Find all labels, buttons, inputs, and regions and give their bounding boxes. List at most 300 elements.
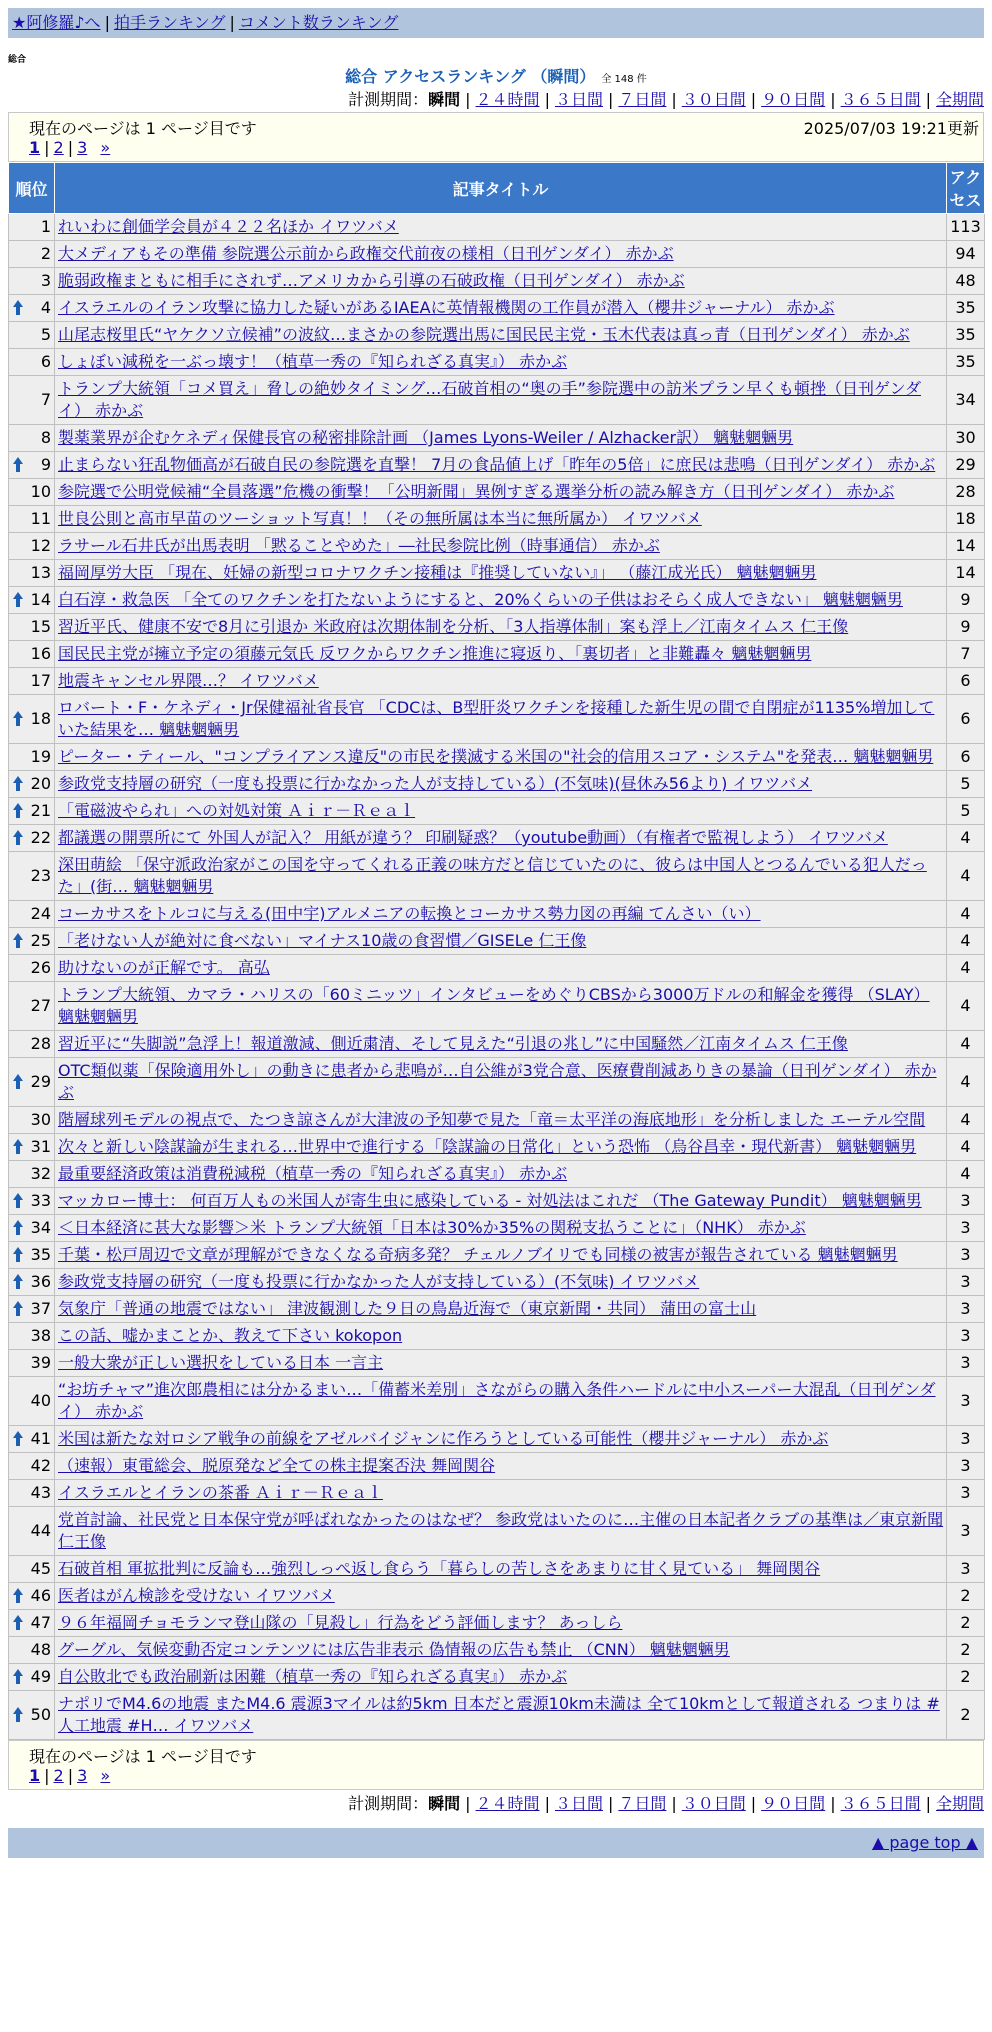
rank-cell — [9, 1664, 55, 1691]
period-link[interactable]: ２４時間 — [475, 90, 540, 109]
rank-cell — [9, 349, 55, 376]
title-cell — [55, 955, 947, 982]
rank-number: 35 — [30, 1245, 51, 1264]
article-link[interactable]: 「電磁波やられ」への対処対策 Ａｉｒ－Ｒｅａｌ — [58, 801, 416, 820]
title-cell — [55, 322, 947, 349]
nav-link-comment-ranking[interactable]: コメント数ランキング — [238, 13, 399, 32]
rank-cell — [9, 1350, 55, 1377]
article-link[interactable]: ラサール石井氏が出馬表明 「黙ることやめた」―社民参院比例（時事通信） 赤かぶ — [58, 536, 660, 555]
title-cell — [55, 295, 947, 322]
page-title: 総合 アクセスランキング （瞬間） — [345, 67, 596, 86]
period-link[interactable]: 全期間 — [935, 1794, 984, 1813]
rank-number: 2 — [40, 244, 51, 263]
article-link[interactable]: 参政党支持層の研究（一度も投票に行かなかった人が支持している）(不気味) イワツバメ — [58, 1272, 700, 1291]
up-arrow-icon — [13, 592, 23, 608]
title-cell — [55, 268, 947, 295]
rank-number: 18 — [30, 709, 51, 728]
rank-number: 8 — [40, 428, 51, 447]
period-link[interactable]: ３日間 — [554, 90, 603, 109]
table-row — [9, 1377, 985, 1426]
article-link[interactable]: 深田萌絵 「保守派政治家がこの国を守ってくれる正義の味方だと信じていたのに、彼らは中国人とつるんでいる犯人だった」(街… 魑魅魍魎男 — [58, 855, 927, 896]
article-link[interactable]: 地震キャンセル界隈…？ イワツバメ — [58, 671, 319, 690]
pager-top — [29, 138, 110, 157]
rank-cell — [9, 1058, 55, 1107]
period-separator: | — [671, 1794, 677, 1813]
footer-bar — [8, 1828, 984, 1858]
table-row — [9, 1242, 985, 1269]
article-link[interactable]: この話、嘘かまことか、教えて下さい kokopon — [58, 1326, 403, 1345]
rank-number: 12 — [30, 536, 51, 555]
rank-number: 46 — [30, 1586, 51, 1605]
article-link[interactable]: 千葉・松戸周辺で文章が理解ができなくなる奇病多発？ チェルノブイリでも同様の被害が報告されている 魑魅魍魎男 — [58, 1245, 898, 1264]
article-link[interactable]: 石破首相 軍拡批判に反論も…強烈しっぺ返し食らう「暮らしの苦しさをあまりに甘く見ている」 舞岡関谷 — [58, 1559, 821, 1578]
table-row — [9, 955, 985, 982]
article-link[interactable]: トランプ大統領、カマラ・ハリスの「60ミニッツ」インタビューをめぐりCBSから3000万ドルの和解金を獲得 （SLAY） 魑魅魍魎男 — [58, 985, 930, 1026]
up-arrow-icon — [13, 1615, 23, 1631]
rank-cell — [9, 1134, 55, 1161]
pager-bottom — [29, 1766, 110, 1785]
article-link[interactable]: 習近平氏、健康不安で8月に引退か 米政府は次期体制を分析、「3人指導体制」案も浮上／江南タイムス 仁王像 — [58, 617, 849, 636]
up-arrow-icon — [13, 457, 23, 473]
title-cell — [55, 1031, 947, 1058]
up-arrow-icon — [13, 1588, 23, 1604]
table-row — [9, 614, 985, 641]
pager-separator: | — [44, 1766, 50, 1785]
period-label: 計測期間： — [348, 1794, 429, 1813]
nav-link-applause-ranking[interactable]: 拍手ランキング — [113, 13, 226, 32]
article-link[interactable]: 自公敗北でも政治刷新は困難（植草一秀の『知られざる真実』） 赤かぶ — [58, 1667, 568, 1686]
access-count: 3 — [947, 1453, 985, 1480]
total-count: 全 148 件 — [601, 74, 647, 85]
rank-cell — [9, 614, 55, 641]
ranking-table — [8, 162, 985, 1740]
period-link[interactable]: ３日間 — [554, 1794, 603, 1813]
period-separator: | — [925, 90, 931, 109]
header-rank: 順位 — [9, 163, 55, 214]
access-count: 6 — [947, 744, 985, 771]
rank-number: 31 — [30, 1137, 51, 1156]
title-cell — [55, 668, 947, 695]
article-link[interactable]: 階層球列モデルの視点で、たつき諒さんが大津波の予知夢で見た「竜＝太平洋の海底地形」を分析しました エーテル空間 — [58, 1110, 926, 1129]
rank-number: 37 — [30, 1299, 51, 1318]
article-link[interactable]: 脆弱政権まともに相手にされず…アメリカから引導の石破政権（日刊ゲンダイ） 赤かぶ — [58, 271, 685, 290]
article-link[interactable]: ９６年福岡チョモランマ登山隊の「見殺し」行為をどう評価します？ あっしら — [58, 1613, 623, 1632]
rank-cell — [9, 322, 55, 349]
access-count: 35 — [947, 349, 985, 376]
title-cell — [55, 1188, 947, 1215]
period-separator: | — [544, 1794, 550, 1813]
title-cell — [55, 425, 947, 452]
period-link[interactable]: ３６５日間 — [840, 1794, 921, 1813]
article-link[interactable]: OTC類似薬「保険適用外し」の動きに患者から悲鳴が…自公維が3党合意、医療費削減ありきの暴論（日刊ゲンダイ） 赤かぶ — [58, 1061, 937, 1102]
title-cell — [55, 1377, 947, 1426]
access-count: 9 — [947, 614, 985, 641]
table-row — [9, 744, 985, 771]
access-count: 35 — [947, 295, 985, 322]
rank-number: 28 — [30, 1034, 51, 1053]
article-link[interactable]: 大メディアもその準備 参院選公示前から政権交代前夜の様相（日刊ゲンダイ） 赤かぶ — [58, 244, 674, 263]
table-row — [9, 1323, 985, 1350]
pager-page-link[interactable]: 2 — [53, 1766, 64, 1785]
table-row — [9, 241, 985, 268]
table-row — [9, 295, 985, 322]
period-link[interactable]: 全期間 — [935, 90, 984, 109]
rank-cell — [9, 1691, 55, 1740]
rank-number: 39 — [30, 1353, 51, 1372]
pager-spacer — [91, 1766, 96, 1785]
article-link[interactable]: コーカサスをトルコに与える(田中宇)アルメニアの転換とコーカサス勢力図の再編 てんさい（い） — [58, 904, 761, 923]
nav-separator: | — [229, 13, 235, 32]
access-count: 3 — [947, 1215, 985, 1242]
pager-current-page[interactable]: 1 — [29, 1766, 41, 1785]
title-cell — [55, 614, 947, 641]
rank-number: 1 — [40, 217, 51, 236]
rank-cell — [9, 928, 55, 955]
access-count: 4 — [947, 1107, 985, 1134]
access-count: 3 — [947, 1350, 985, 1377]
rank-number: 4 — [40, 298, 51, 317]
rank-cell — [9, 901, 55, 928]
article-link[interactable]: 助けないのが正解です。 高弘 — [58, 958, 270, 977]
period-separator: | — [671, 90, 677, 109]
up-arrow-icon — [13, 1431, 23, 1447]
rank-cell — [9, 1610, 55, 1637]
rank-cell — [9, 241, 55, 268]
rank-cell — [9, 695, 55, 744]
rank-cell — [9, 1296, 55, 1323]
period-link[interactable]: ９０日間 — [761, 1794, 826, 1813]
title-cell — [55, 928, 947, 955]
rank-cell — [9, 771, 55, 798]
article-link[interactable]: 次々と新しい陰謀論が生まれる…世界中で進行する「陰謀論の日常化」という恐怖 （烏谷昌幸・現代新書） 魑魅魍魎男 — [58, 1137, 917, 1156]
period-link[interactable]: ３０日間 — [681, 90, 746, 109]
up-arrow-icon — [13, 300, 23, 316]
up-arrow-icon — [13, 830, 23, 846]
rank-number: 42 — [30, 1456, 51, 1475]
rank-cell — [9, 955, 55, 982]
article-link[interactable]: ＜日本経済に甚大な影響＞米 トランプ大統領「日本は30%か35%の関税支払うことに」（NHK） 赤かぶ — [58, 1218, 806, 1237]
pager-page-link[interactable]: 2 — [53, 138, 64, 157]
access-count: 2 — [947, 1664, 985, 1691]
table-row — [9, 1480, 985, 1507]
access-count: 7 — [947, 641, 985, 668]
access-count: 48 — [947, 268, 985, 295]
title-cell — [55, 1107, 947, 1134]
rank-number: 30 — [30, 1110, 51, 1129]
article-link[interactable]: マッカロー博士： 何百万人もの米国人が寄生虫に感染している - 対処法はこれだ （The Gateway Pundit） 魑魅魍魎男 — [58, 1191, 922, 1210]
title-cell — [55, 349, 947, 376]
access-count: 29 — [947, 452, 985, 479]
title-cell — [55, 1691, 947, 1740]
rank-number: 17 — [30, 671, 51, 690]
up-arrow-icon — [13, 1193, 23, 1209]
rank-cell — [9, 1269, 55, 1296]
top-nav-bar — [8, 8, 984, 38]
article-link[interactable]: 国民民主党が擁立予定の須藤元気氏 反ワクからワクチン推進に寝返り、「裏切者」と非難轟々 魑魅魍魎男 — [58, 644, 812, 663]
rank-cell — [9, 1188, 55, 1215]
rank-cell — [9, 798, 55, 825]
rank-cell — [9, 295, 55, 322]
rank-cell — [9, 744, 55, 771]
table-row — [9, 214, 985, 241]
title-cell — [55, 587, 947, 614]
period-link[interactable]: ７日間 — [618, 90, 667, 109]
table-row — [9, 1453, 985, 1480]
rank-number: 43 — [30, 1483, 51, 1502]
rank-cell — [9, 1507, 55, 1556]
period-selector-top — [8, 88, 984, 112]
up-arrow-icon — [13, 776, 23, 792]
table-row — [9, 1031, 985, 1058]
article-link[interactable]: 都議選の開票所にて 外国人が記入？ 用紙が違う？ 印刷疑惑？（youtube動画）（有権者で監視しよう） イワツバメ — [58, 828, 888, 847]
access-count: 2 — [947, 1610, 985, 1637]
rank-cell — [9, 852, 55, 901]
table-row — [9, 506, 985, 533]
title-cell — [55, 771, 947, 798]
article-link[interactable]: 参政党支持層の研究（一度も投票に行かなかった人が支持している）(不気味)(昼休み56より) イワツバメ — [58, 774, 813, 793]
rank-cell — [9, 214, 55, 241]
access-count: 28 — [947, 479, 985, 506]
title-cell — [55, 695, 947, 744]
title-cell — [55, 825, 947, 852]
table-row — [9, 1215, 985, 1242]
table-row — [9, 376, 985, 425]
access-count: 4 — [947, 982, 985, 1031]
rank-number: 33 — [30, 1191, 51, 1210]
rank-number: 50 — [30, 1705, 51, 1724]
period-separator: | — [465, 90, 471, 109]
table-row — [9, 928, 985, 955]
rank-number: 5 — [40, 325, 51, 344]
rank-number: 22 — [30, 828, 51, 847]
article-link[interactable]: 山尾志桜里氏“ヤケクソ立候補”の波紋…まさかの参院選出馬に国民民主党・玉木代表は真っ青（日刊ゲンダイ） 赤かぶ — [58, 325, 910, 344]
table-row — [9, 268, 985, 295]
article-link[interactable]: ナポリでM4.6の地震 またM4.6 震源3マイルは約5km 日本だと震源10km未満は 全て10kmとして報道される つまりは #人工地震 #H… イワツバメ — [58, 1694, 940, 1735]
access-count: 3 — [947, 1269, 985, 1296]
period-separator: | — [830, 1794, 836, 1813]
ranking-body — [9, 214, 985, 1740]
table-row — [9, 982, 985, 1031]
article-link[interactable]: 止まらない狂乱物価高が石破自民の参院選を直撃！ 7月の食品値上げ「昨年の5倍」に庶民は悲鳴（日刊ゲンダイ） 赤かぶ — [58, 455, 936, 474]
table-row — [9, 1161, 985, 1188]
title-cell — [55, 1480, 947, 1507]
period-separator: | — [465, 1794, 471, 1813]
rank-number: 25 — [30, 931, 51, 950]
title-cell — [55, 901, 947, 928]
access-count: 3 — [947, 1323, 985, 1350]
nav-link-asyura[interactable]: ★阿修羅♪へ — [12, 13, 101, 32]
rank-cell — [9, 1242, 55, 1269]
rank-cell — [9, 425, 55, 452]
up-arrow-icon — [13, 1301, 23, 1317]
article-link[interactable]: 参院選で公明党候補“全員落選”危機の衝撃！「公明新聞」異例すぎる選挙分析の読み解き方（日刊ゲンダイ） 赤かぶ — [58, 482, 895, 501]
rank-number: 21 — [30, 801, 51, 820]
rank-number: 40 — [30, 1391, 51, 1410]
article-link[interactable]: 「老けない人が絶対に食べない」マイナス10歳の食習慣／GISELe 仁王像 — [58, 931, 587, 950]
access-count: 4 — [947, 1134, 985, 1161]
period-separator: | — [830, 90, 836, 109]
article-link[interactable]: トランプ大統領「コメ買え」脅しの絶妙タイミング…石破首相の“奥の手”参院選中の訪米プラン早くも頓挫（日刊ゲンダイ） 赤かぶ — [58, 379, 921, 420]
rank-number: 23 — [30, 866, 51, 885]
article-link[interactable]: れいわに創価学会員が４２２名ほか イワツバメ — [58, 217, 399, 236]
table-row — [9, 1426, 985, 1453]
rank-cell — [9, 1556, 55, 1583]
up-arrow-icon — [13, 1220, 23, 1236]
rank-number: 10 — [30, 482, 51, 501]
article-link[interactable]: 習近平に“失脚説”急浮上！報道激減、側近粛清、そして見えた“引退の兆し”に中国騒然／江南タイムス 仁王像 — [58, 1034, 848, 1053]
rank-number: 32 — [30, 1164, 51, 1183]
access-count: 4 — [947, 825, 985, 852]
title-cell — [55, 1637, 947, 1664]
up-arrow-icon — [13, 711, 23, 727]
article-link[interactable]: 一般大衆が正しい選択をしている日本 一言主 — [58, 1353, 384, 1372]
table-row — [9, 668, 985, 695]
section-label: 総合 — [8, 55, 27, 65]
table-row — [9, 479, 985, 506]
article-link[interactable]: （速報）東電総会、脱原発など全ての株主提案否決 舞岡関谷 — [58, 1456, 496, 1475]
pager-page-link[interactable]: 3 — [77, 138, 88, 157]
table-row — [9, 825, 985, 852]
title-cell — [55, 1556, 947, 1583]
article-link[interactable]: 最重要経済政策は消費税減税（植草一秀の『知られざる真実』） 赤かぶ — [58, 1164, 568, 1183]
rank-number: 29 — [30, 1072, 51, 1091]
access-count: 2 — [947, 1691, 985, 1740]
rank-cell — [9, 1323, 55, 1350]
rank-number: 47 — [30, 1613, 51, 1632]
period-link[interactable]: ７日間 — [618, 1794, 667, 1813]
rank-cell — [9, 1453, 55, 1480]
rank-number: 13 — [30, 563, 51, 582]
title-cell — [55, 641, 947, 668]
article-link[interactable]: イスラエルとイランの茶番 Ａｉｒ－Ｒｅａｌ — [58, 1483, 383, 1502]
access-count: 4 — [947, 1058, 985, 1107]
table-row — [9, 322, 985, 349]
pager-next-link[interactable]: » — [100, 1766, 111, 1785]
period-separator: | — [544, 90, 550, 109]
rank-number: 3 — [40, 271, 51, 290]
period-selector-bottom — [8, 1792, 984, 1816]
title-cell — [55, 1269, 947, 1296]
table-row — [9, 425, 985, 452]
access-count: 30 — [947, 425, 985, 452]
title-cell — [55, 560, 947, 587]
access-count: 14 — [947, 533, 985, 560]
page-top-link[interactable]: ▲ page top ▲ — [871, 1833, 978, 1852]
period-link[interactable]: ３０日間 — [681, 1794, 746, 1813]
rank-number: 16 — [30, 644, 51, 663]
access-count: 18 — [947, 506, 985, 533]
page-info-bottom — [8, 1740, 984, 1790]
rank-number: 41 — [30, 1429, 51, 1448]
rank-number: 15 — [30, 617, 51, 636]
table-row — [9, 1350, 985, 1377]
rank-number: 48 — [30, 1640, 51, 1659]
title-cell — [55, 376, 947, 425]
period-current: 瞬間 — [428, 90, 461, 109]
access-count: 35 — [947, 322, 985, 349]
article-link[interactable]: ロバート・F・ケネディ・Jr保健福祉省長官 「CDCは、B型肝炎ワクチンを接種した新生児の間で自閉症が1135%増加していた結果を… 魑魅魍魎男 — [58, 698, 935, 739]
article-link[interactable]: イスラエルのイラン攻撃に協力した疑いがあるIAEAに英情報機関の工作員が潜入（櫻井ジャーナル） 赤かぶ — [58, 298, 835, 317]
access-count: 6 — [947, 695, 985, 744]
access-count: 4 — [947, 1161, 985, 1188]
article-link[interactable]: 福岡厚労大臣 「現在、妊婦の新型コロナワクチン接種は『推奨していない』」 （藤江成光氏） 魑魅魍魎男 — [58, 563, 817, 582]
title-cell — [55, 1507, 947, 1556]
access-count: 4 — [947, 852, 985, 901]
rank-number: 20 — [30, 774, 51, 793]
updated-timestamp: 2025/07/03 19:21更新 — [803, 119, 979, 138]
article-link[interactable]: 米国は新たな対ロシア戦争の前線をアゼルバイジャンに作ろうとしている可能性（櫻井ジャーナル） 赤かぶ — [58, 1429, 829, 1448]
table-row — [9, 771, 985, 798]
title-cell — [55, 1350, 947, 1377]
access-count: 3 — [947, 1480, 985, 1507]
article-link[interactable]: しょぼい減税を一ぶっ壊す！（植草一秀の『知られざる真実』） 赤かぶ — [58, 352, 568, 371]
article-link[interactable]: ピーター・ティール、"コンプライアンス違反"の市民を撲滅する米国の"社会的信用スコア・システム"を発表… 魑魅魍魎男 — [58, 747, 934, 766]
access-count: 3 — [947, 1242, 985, 1269]
up-arrow-icon — [13, 1669, 23, 1685]
pager-current-page[interactable]: 1 — [29, 138, 41, 157]
period-link[interactable]: ９０日間 — [761, 90, 826, 109]
title-cell — [55, 214, 947, 241]
rank-number: 7 — [40, 390, 51, 409]
table-row — [9, 1058, 985, 1107]
page-info-top — [8, 112, 984, 162]
rank-cell — [9, 533, 55, 560]
rank-cell — [9, 1161, 55, 1188]
period-separator: | — [925, 1794, 931, 1813]
article-link[interactable]: 白石淳・救急医 「全てのワクチンを打たないようにすると、20%くらいの子供はおそらく成人できない」 魑魅魍魎男 — [58, 590, 903, 609]
table-row — [9, 1583, 985, 1610]
rank-number: 24 — [30, 904, 51, 923]
pager-next-link[interactable]: » — [100, 138, 111, 157]
rank-cell — [9, 1031, 55, 1058]
rank-cell — [9, 1377, 55, 1426]
article-link[interactable]: 医者はがん検診を受けない イワツバメ — [58, 1586, 335, 1605]
title-cell — [55, 506, 947, 533]
rank-cell — [9, 825, 55, 852]
period-link[interactable]: ３６５日間 — [840, 90, 921, 109]
title-cell — [55, 852, 947, 901]
current-page-text: 現在のページは 1 ページ目です — [29, 119, 257, 138]
article-link[interactable]: 気象庁「普通の地震ではない」 津波観測した９日の鳥島近海で（東京新聞・共同） 蒲田の富士山 — [58, 1299, 757, 1318]
nav-separator: | — [104, 13, 110, 32]
up-arrow-icon — [13, 1074, 23, 1090]
article-link[interactable]: “お坊チャマ”進次郎農相には分かるまい…「備蓄米差別」さながらの購入条件ハードルに中小スーパー大混乱（日刊ゲンダイ） 赤かぶ — [58, 1380, 936, 1421]
title-cell — [55, 982, 947, 1031]
article-link[interactable]: グーグル、気候変動否定コンテンツには広告非表示 偽情報の広告も禁止 （CNN） 魑魅魍魎男 — [58, 1640, 730, 1659]
article-link[interactable]: 党首討論、社民党と日本保守党が呼ばれなかったのはなぜ？ 参政党はいたのに…主催の日本記者クラブの基準は／東京新聞 仁王像 — [58, 1510, 944, 1551]
page-wrapper — [8, 8, 984, 1858]
pager-page-link[interactable]: 3 — [77, 1766, 88, 1785]
article-link[interactable]: 製薬業界が企むケネディ保健長官の秘密排除計画 （James Lyons-Weiler / Alzhacker訳） 魑魅魍魎男 — [58, 428, 794, 447]
article-link[interactable]: 世良公則と高市早苗のツーショット写真！！（その無所属は本当に無所属か） イワツバメ — [58, 509, 702, 528]
up-arrow-icon — [13, 933, 23, 949]
title-cell — [55, 744, 947, 771]
rank-number: 9 — [40, 455, 51, 474]
period-link[interactable]: ２４時間 — [475, 1794, 540, 1813]
table-row — [9, 1188, 985, 1215]
rank-cell — [9, 452, 55, 479]
rank-number: 45 — [30, 1559, 51, 1578]
rank-number: 44 — [30, 1521, 51, 1540]
pager-separator: | — [44, 138, 50, 157]
table-row — [9, 641, 985, 668]
access-count: 4 — [947, 928, 985, 955]
title-cell — [55, 1058, 947, 1107]
table-row — [9, 560, 985, 587]
title-cell — [55, 1323, 947, 1350]
access-count: 5 — [947, 771, 985, 798]
rank-cell — [9, 479, 55, 506]
